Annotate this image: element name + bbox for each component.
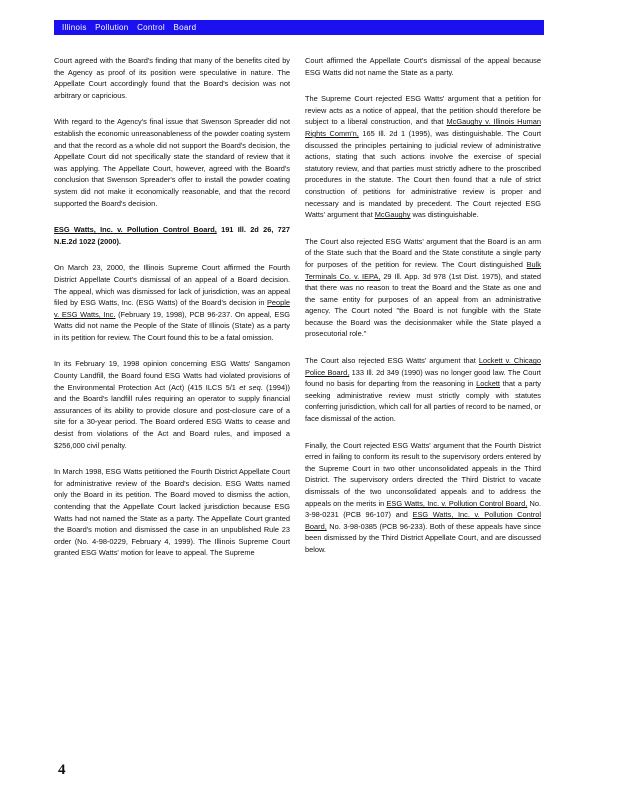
case-name: ESG Watts, Inc. v. Pollution Control Board, bbox=[305, 510, 542, 531]
text-run: The Supreme Court rejected ESG Watts' argument that a petition for review acts as a notice of appeal, that the petition should therefore be subject to a liberal construction, and that bbox=[305, 94, 541, 127]
text-run: 165 Ill. 2d 1 (1995), was distinguishable. The Court discussed the principles pertaining to judicial review of administrative actions, stating that such actions involve the exercise of special statutory review, and that parties must strictly adhere to the proscribed procedures in the statute. The Court then found that a rule of strict construction of petitions for administrative review is proper and necessary and is mandated by precedent. The Court rejected ESG Watts' argument that bbox=[305, 128, 542, 220]
right-column bbox=[305, 55, 541, 571]
text-run: In its February 19, 1998 opinion concerning ESG Watts' Sangamon County Landfill, the Board found ESG Watts had violated provisions of the Environmental Protection Act (Act) (415 ILCS 5/1 bbox=[54, 359, 290, 392]
case-name: McGaughy v. Illinois Human Rights Comm'n, bbox=[305, 117, 541, 138]
citation-reference: 191 Ill. 2d 26, 727 N.E.2d 1022 (2000). bbox=[54, 225, 290, 246]
paragraph bbox=[305, 355, 541, 425]
paragraph bbox=[54, 262, 290, 343]
text-run: (1994)) and the Board's landfill rules requiring an operator to supply financial assurances of its ability to provide closure and post-closure care of a site for a 30-year period. The Board ordered ESG Watts to cease and desist from violations of the Act and Board rules, and imposed a $256,000 civil penalty. bbox=[54, 382, 290, 450]
page-number: 4 bbox=[58, 762, 66, 778]
case-name: People v. ESG Watts, Inc. bbox=[54, 298, 290, 319]
text-run: 133 Ill. 2d 349 (1990) was no longer good law. The Court found no basis for departing from the reasoning in bbox=[305, 367, 541, 389]
header-title: Illinois Pollution Control Board bbox=[62, 23, 197, 32]
paragraph: In March 1998, ESG Watts petitioned the Fourth District Appellate Court for administrative review of the Board's decision. ESG Watts named only the Board in its petition. The Board moved to dismiss the action, contending that the Appellate Court lacked jurisdiction because ESG Watts had not named the State as a party. The Appellate Court granted the Board's motion and dismissed the case in an unpublished Rule 23 order (No. 4-98-0229, February 4, 1999). The Illinois Supreme Court granted ESG Watts' motion for leave to appeal. The Supreme bbox=[54, 467, 290, 558]
left-column bbox=[54, 55, 290, 574]
case-name: Lockett bbox=[476, 379, 500, 389]
case-name: Bulk Terminals Co. v. IEPA, bbox=[305, 259, 541, 281]
paragraph: With regard to the Agency's final issue that Swenson Spreader did not establish the economic unreasonableness of the powder coating system and that the record as a whole did not support the Board's decision, the Appellate Court did not specifically state the standard of review that it was applying. The Appellate Court, however, agreed with the Board's conclusion that Swenson Spreader's offer to install the powder coating system did not make it economically reasonable, and that the record supported the Board's decision. bbox=[54, 117, 290, 208]
text-run: No. 3-98-0231 (PCB 96-107) and bbox=[305, 498, 541, 520]
newsletter-header-bar bbox=[54, 20, 544, 35]
text-run: Finally, the Court rejected ESG Watts' argument that the Fourth District erred in failing to conform its result to the supervisory orders entered by the Supreme Court in two other unconsolidated appeals in the Third District. The supervisory orders directed the Third District to vacate dismissals of the two unconsolidated appeals and to address the appeals on the merits in bbox=[305, 440, 541, 508]
text-run: was distinguishable. bbox=[410, 210, 479, 220]
case-citation-heading bbox=[54, 224, 290, 247]
text-run: (February 19, 1998), PCB 96-237. On appeal, ESG Watts did not name the People of the State of Illinois (State) as a party in its petition for review. The Court found this to be a fatal omission. bbox=[54, 309, 291, 342]
text-run: that a party seeking administrative review must strictly comply with statutes conferring jurisdiction, which call for all parties of record to be named, or face dismissal of the action. bbox=[305, 379, 541, 424]
case-name: ESG Watts, Inc. v. Pollution Control Board, bbox=[386, 498, 528, 508]
case-name: Lockett v. Chicago Police Board, bbox=[305, 356, 541, 377]
paragraph bbox=[54, 358, 290, 451]
text-run: The Court also rejected ESG Watts' argument that the Board is an arm of the State such that the Board and the State constitute a single party for purposes of the petition for review. The Court distinguished bbox=[305, 236, 541, 269]
paragraph: Court agreed with the Board's finding that many of the benefits cited by the Agency as proof of its position were speculative in nature. The Appellate Court accordingly found that the Board's decision was not arbitrary or capricious. bbox=[54, 56, 290, 100]
paragraph bbox=[305, 93, 541, 221]
paragraph bbox=[305, 440, 541, 556]
text-run: The Court also rejected ESG Watts' argument that bbox=[305, 356, 479, 366]
text-run: On March 23, 2000, the Illinois Supreme Court affirmed the Fourth District Appellate Court's dismissal of an appeal of a Board decision. The appeal, which was dismissed for lack of jurisdiction, was an appeal filed by ESG Watts, Inc. (ESG Watts) of the Board's decision in bbox=[54, 263, 290, 308]
case-name: ESG Watts, Inc. v. Pollution Control Board, bbox=[54, 225, 217, 235]
paragraph bbox=[305, 236, 541, 340]
case-name: McGaughy bbox=[374, 210, 411, 220]
text-run: No. 3-98-0385 (PCB 96-233). Both of these appeals have since been dismissed by the Third District Appellate Court, and are discussed below. bbox=[305, 521, 541, 554]
paragraph: Court affirmed the Appellate Court's dismissal of the appeal because ESG Watts did not name the State as a party. bbox=[305, 56, 541, 77]
italic-term: et seq. bbox=[239, 382, 263, 392]
text-run: 29 Ill. App. 3d 978 (1st Dist. 1975), and stated that there was no reason to treat the Board and the State as one and the same entity for purposes of an appeal from an administrative agency. The Court noted "the Board is not fungible with the State because the Board was the decisionmaker while the State played a prosecutorial role." bbox=[305, 271, 541, 339]
